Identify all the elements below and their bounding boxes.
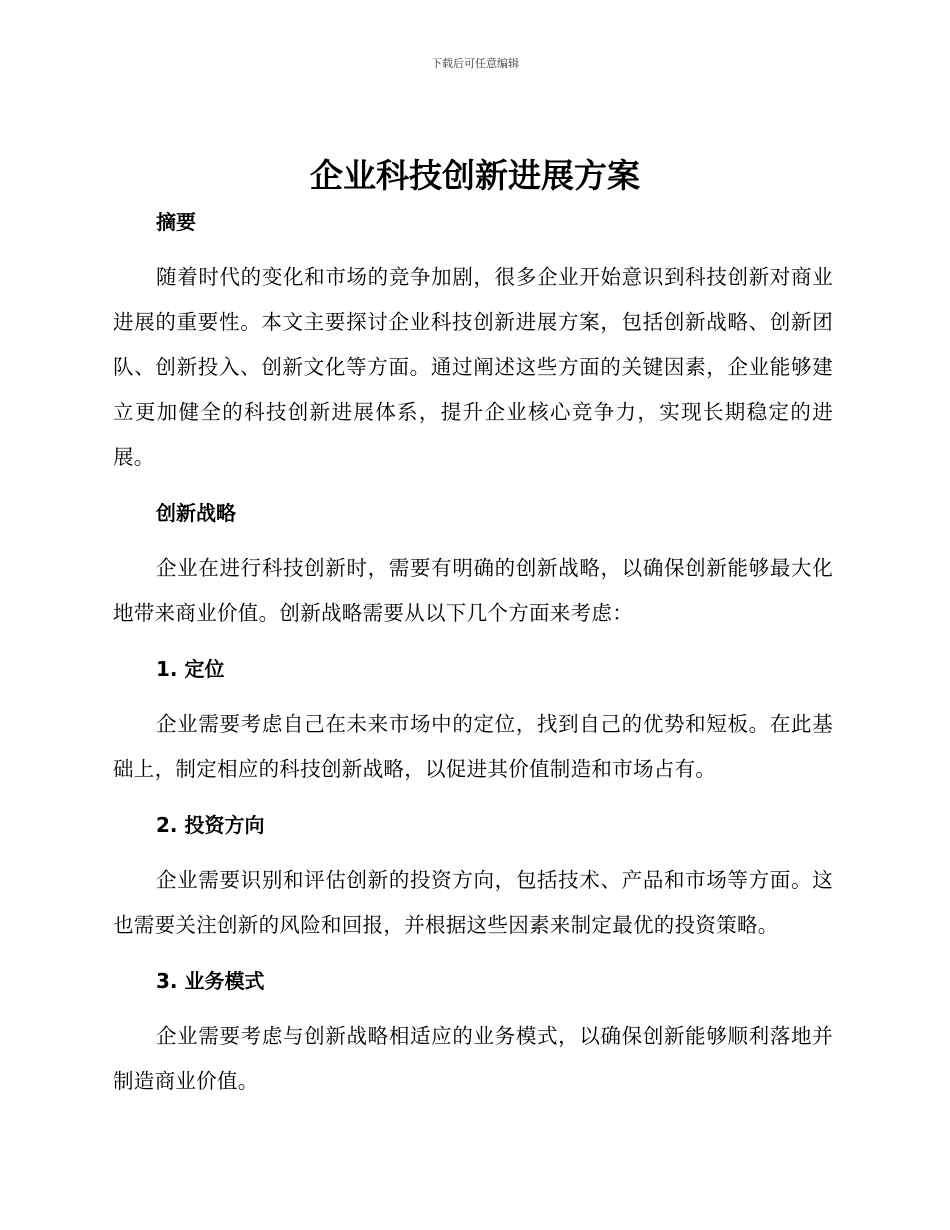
page-header-note: 下载后可任意编辑 — [431, 57, 519, 70]
section-heading-investment: 2. 投资方向 — [156, 813, 265, 837]
document-title: 企业科技创新进展方案 — [310, 156, 640, 195]
paragraph-business-model: 企业需要考虑与创新战略相适应的业务模式，以确保创新能够顺利落地并制造商业价值。 — [113, 1024, 833, 1093]
section-heading-strategy: 创新战略 — [156, 501, 236, 525]
paragraph-positioning: 企业需要考虑自己在未来市场中的定位，找到自己的优势和短板。在此基础上，制定相应的科技创新战略，以促进其价值制造和市场占有。 — [113, 712, 833, 781]
paragraph-strategy: 企业在进行科技创新时，需要有明确的创新战略，以确保创新能够最大化地带来商业价值。创新战略需要从以下几个方面来考虑： — [113, 556, 833, 625]
paragraph-abstract: 随着时代的变化和市场的竞争加剧，很多企业开始意识到科技创新对商业进展的重要性。本文主要探讨企业科技创新进展方案，包括创新战略、创新团队、创新投入、创新文化等方面。通过阐述这些方面的关键因素，企业能够建立更加健全的科技创新进展体系，提升企业核心竞争力，实现长期稳定的进展。 — [113, 265, 833, 469]
document-body — [113, 206, 833, 1104]
section-heading-business-model: 3. 业务模式 — [156, 969, 265, 993]
section-heading-positioning: 1. 定位 — [156, 657, 225, 681]
section-heading-abstract: 摘要 — [156, 210, 196, 234]
paragraph-investment: 企业需要识别和评估创新的投资方向，包括技术、产品和市场等方面。这也需要关注创新的风险和回报，并根据这些因素来制定最优的投资策略。 — [113, 868, 833, 937]
